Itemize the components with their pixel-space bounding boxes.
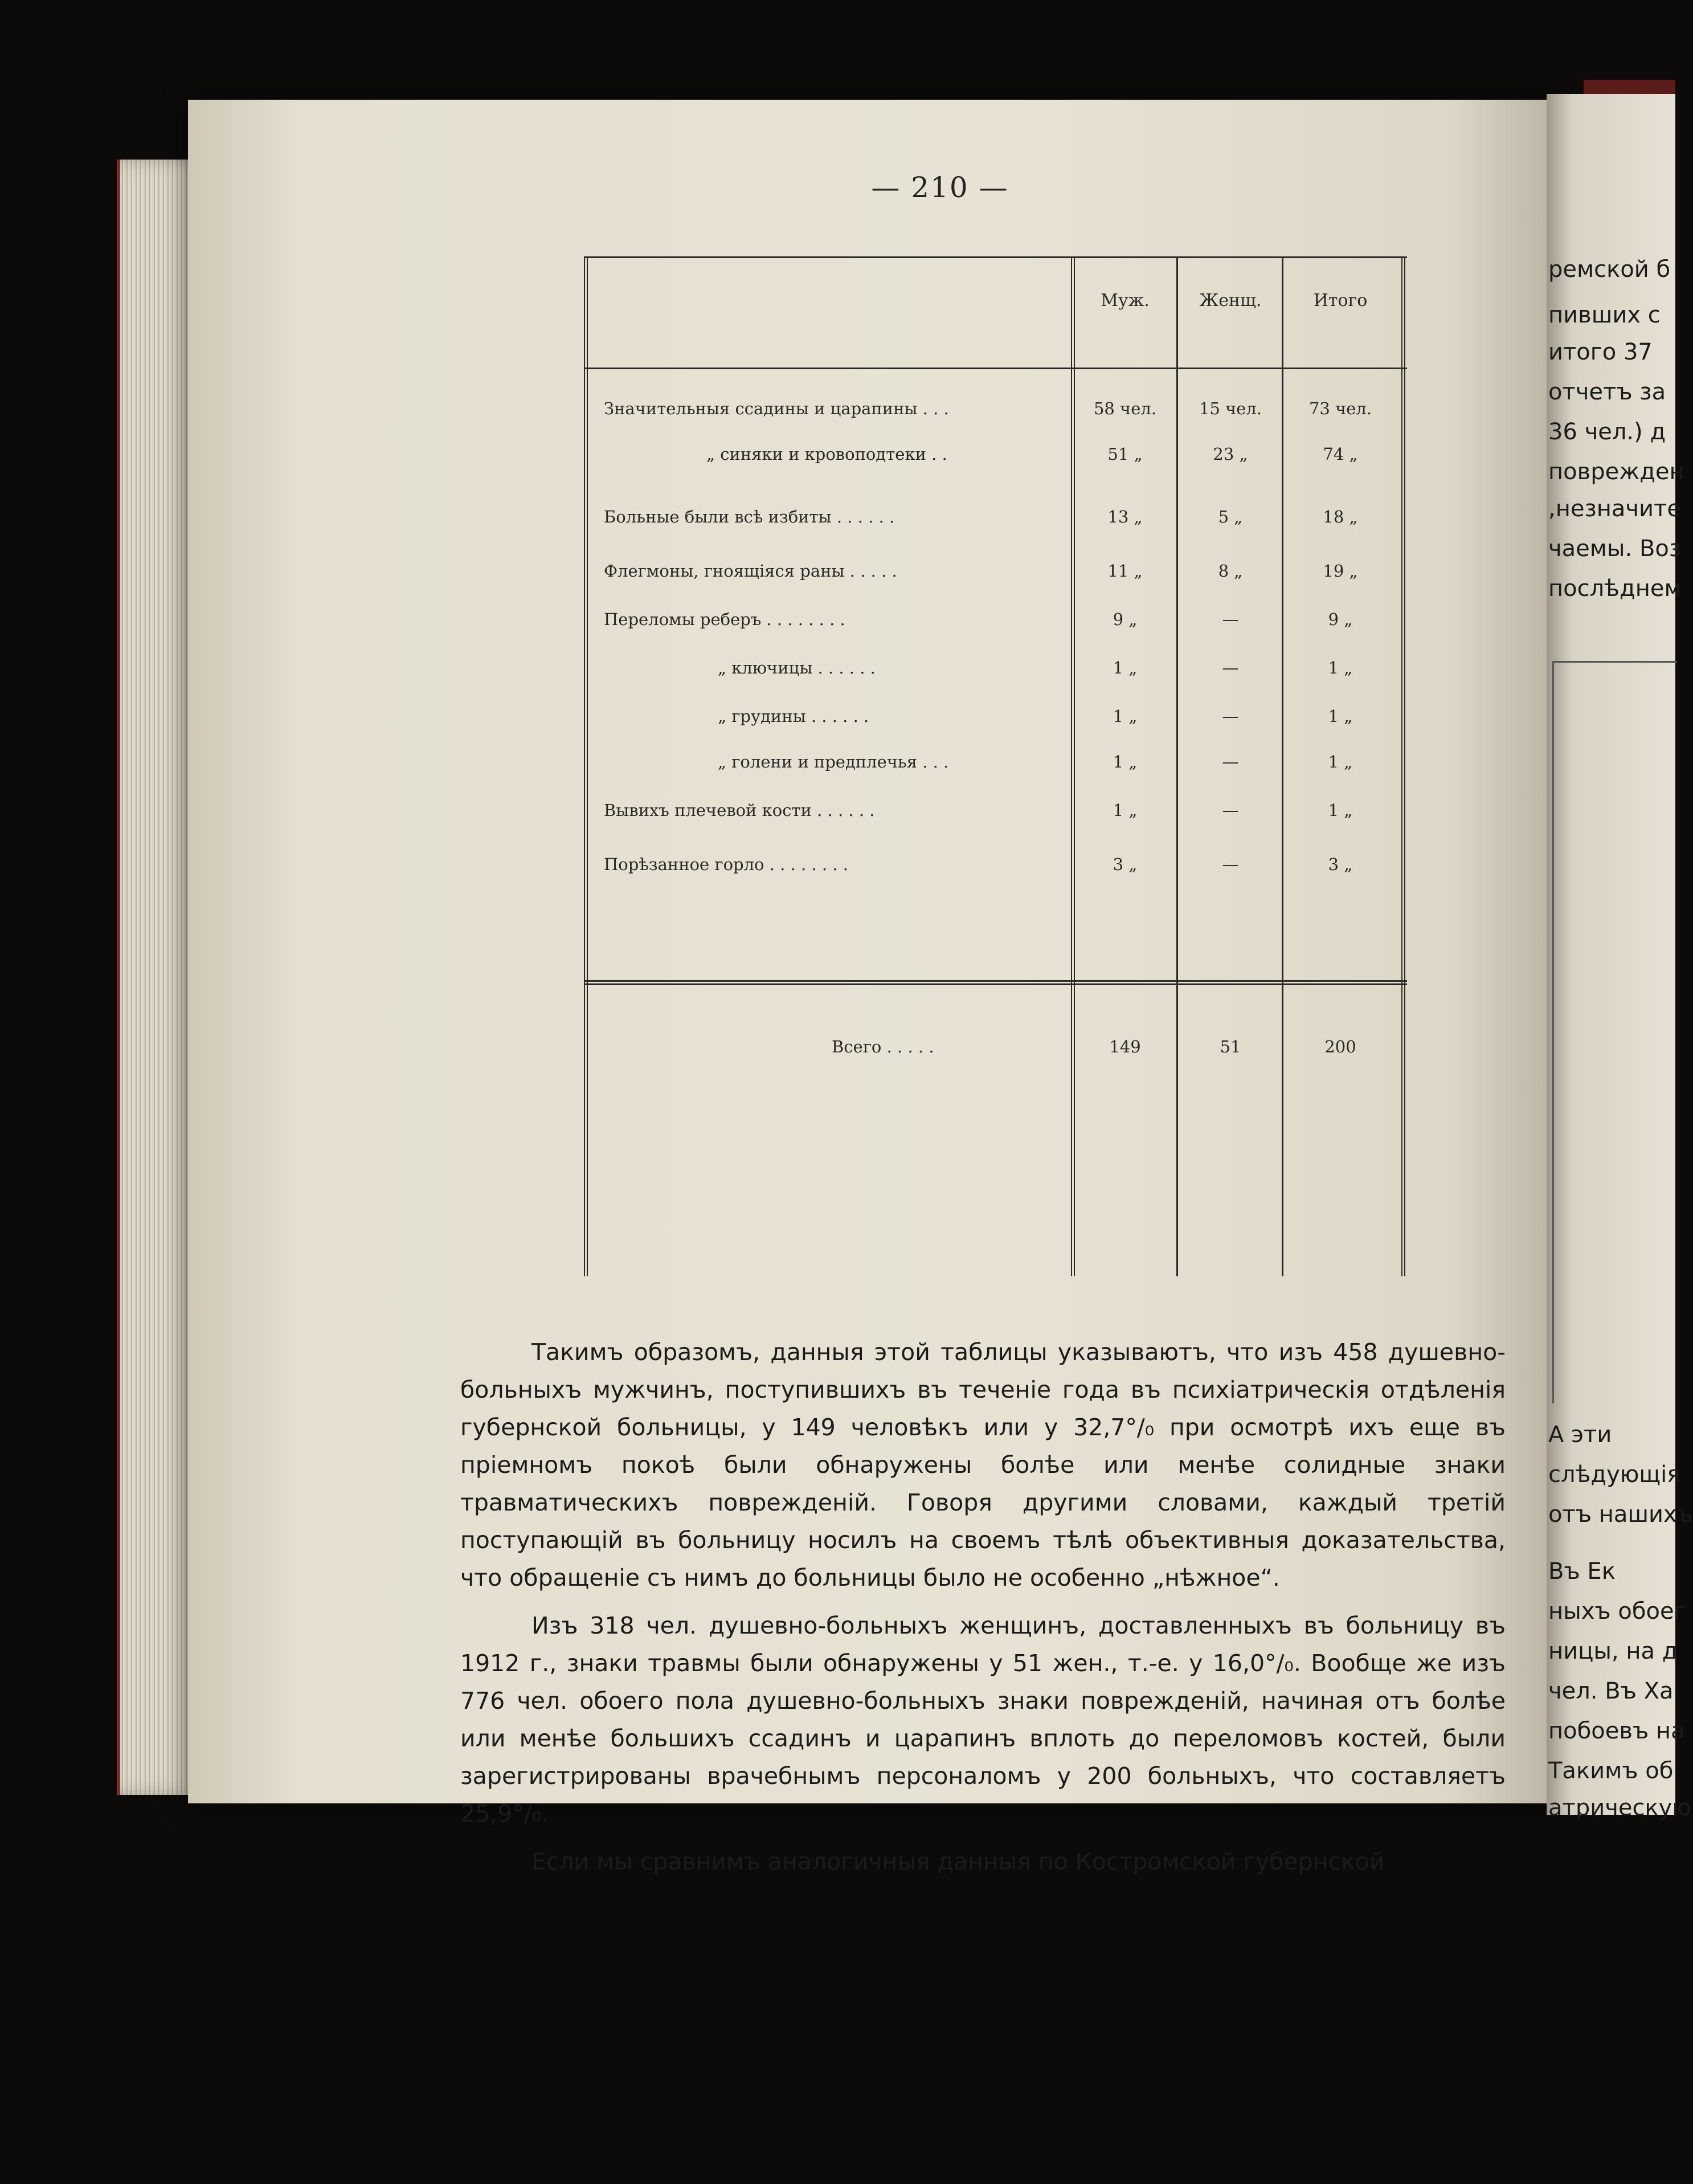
cell-women: —	[1222, 855, 1239, 874]
total-label: Всего . . . . .	[832, 1037, 934, 1056]
total-rule	[584, 980, 1407, 985]
cell-men: 1 „	[1113, 752, 1138, 771]
right-page-line: побоевъ на	[1548, 1718, 1685, 1744]
cell-women: —	[1222, 801, 1239, 820]
cell-total: 74 „	[1323, 444, 1358, 464]
cell-total: 18 „	[1323, 507, 1358, 526]
right-page-line: А эти	[1548, 1422, 1612, 1448]
row-label: Вывихъ плечевой кости . . . . . .	[604, 801, 875, 820]
cell-total: 1 „	[1328, 801, 1353, 820]
cell-women: —	[1222, 610, 1239, 629]
cell-women: 15 чел.	[1199, 399, 1262, 418]
cell-total: 73 чел.	[1308, 399, 1372, 418]
header-men: Муж.	[1101, 291, 1150, 311]
cell-women: 5 „	[1218, 507, 1243, 526]
page-number: — 210 —	[871, 171, 1009, 204]
cell-women: 8 „	[1218, 561, 1243, 581]
right-page-line: чел. Въ Ха	[1548, 1678, 1674, 1704]
total-women: 51	[1220, 1037, 1241, 1056]
row-label: „ голени и предплечья . . .	[718, 752, 949, 771]
cell-men: 11 „	[1107, 561, 1143, 581]
table-total-row	[584, 1037, 1407, 1066]
cell-men: 1 „	[1113, 801, 1138, 820]
row-label: Переломы реберъ . . . . . . . .	[604, 610, 845, 629]
cell-women: —	[1222, 658, 1239, 677]
cell-total: 1 „	[1328, 658, 1353, 677]
cell-men: 58 чел.	[1093, 399, 1157, 418]
table-row	[584, 707, 1407, 735]
trauma-table	[584, 256, 1407, 1276]
paragraph: Изъ 318 чел. душевно-больныхъ женщинъ, доставленныхъ въ больницу въ 1912 г., знаки травмы были обнаружены у 51 жен., т.-е. у 16,0°/₀. Вообще же изъ 776 чел. обоего пола душевно-больныхъ знаки поврежденій, начиная отъ болѣе или менѣе большихъ ссадинъ и царапинъ вплоть до переломовъ костей, были зарегистрированы врачебнымъ персоналомъ у 200 больныхъ, что составляетъ 25,9°/₀.	[460, 1612, 1506, 1827]
right-page-line: Въ Ек	[1548, 1558, 1616, 1585]
right-page-table-fragment	[1552, 661, 1677, 1403]
row-label: „ ключицы . . . . . .	[718, 658, 876, 677]
row-label: Порѣзанное горло . . . . . . . .	[604, 855, 848, 874]
row-label: Больные были всѣ избиты . . . . . .	[604, 507, 895, 526]
cell-total: 1 „	[1328, 707, 1353, 726]
right-page-line: слѣдующія	[1548, 1462, 1681, 1488]
cell-total: 1 „	[1328, 752, 1353, 771]
paragraph: Такимъ образомъ, данныя этой таблицы указываютъ, что изъ 458 душевно-больныхъ мужчинъ, поступившихъ въ теченіе года въ психіатрическія отдѣленія губернской больницы, у 149 человѣкъ или у 32,7°/₀ при осмотрѣ ихъ еще въ пріемномъ покоѣ были обнаружены болѣе или менѣе солидные знаки травматическихъ поврежденій. Говоря другими словами, каждый третій поступающій въ больницу носилъ на своемъ тѣлѣ объективныя доказательства, что обращеніе съ нимъ до больницы было не особенно „нѣжное“.	[460, 1338, 1506, 1591]
right-page-line: атрическую	[1548, 1795, 1691, 1821]
right-page-line: ремской б	[1548, 256, 1671, 283]
right-page-line: послѣднем	[1548, 575, 1682, 602]
cell-men: 9 „	[1113, 610, 1138, 629]
right-page-line: поврежден	[1548, 459, 1684, 485]
row-label: Флегмоны, гноящіяся раны . . . . .	[604, 561, 897, 581]
paragraph: Если мы сравнимъ аналогичныя данныя по Костромской губернской	[531, 1848, 1385, 1875]
header-women: Женщ.	[1199, 291, 1262, 311]
table-row	[584, 507, 1407, 536]
table-row	[584, 610, 1407, 638]
table-row	[584, 855, 1407, 883]
right-page-line: отчетъ за	[1548, 379, 1666, 405]
header-rule	[584, 368, 1407, 369]
table-row	[584, 752, 1407, 781]
row-label: Значительныя ссадины и царапины . . .	[604, 399, 949, 418]
right-page-line: ныхъ обоег	[1548, 1598, 1686, 1624]
cell-men: 1 „	[1113, 707, 1138, 726]
body-text	[460, 1333, 1506, 1891]
cell-men: 51 „	[1107, 444, 1143, 464]
cell-men: 3 „	[1113, 855, 1138, 874]
right-page-line: чаемы. Воз	[1548, 536, 1682, 562]
table-row	[584, 444, 1407, 473]
cell-total: 9 „	[1328, 610, 1353, 629]
cell-total: 3 „	[1328, 855, 1353, 874]
cell-men: 1 „	[1113, 658, 1138, 677]
table-row	[584, 658, 1407, 687]
cell-men: 13 „	[1107, 507, 1143, 526]
header-total: Итого	[1313, 291, 1368, 311]
table-row	[584, 801, 1407, 829]
cell-women: —	[1222, 707, 1239, 726]
right-page-line: отъ нашихъ	[1548, 1501, 1693, 1528]
table-row	[584, 399, 1407, 427]
table-top-rule	[584, 256, 1407, 258]
table-row	[584, 561, 1407, 590]
right-page-line: ,незначите	[1548, 496, 1681, 522]
row-label: „ синяки и кровоподтеки . .	[706, 444, 947, 464]
total-all: 200	[1324, 1037, 1356, 1056]
cell-women: —	[1222, 752, 1239, 771]
right-page-line: ницы, на д	[1548, 1638, 1678, 1664]
cell-total: 19 „	[1323, 561, 1358, 581]
right-page-line: Такимъ об	[1548, 1758, 1674, 1784]
right-page-line: итого 37	[1548, 339, 1653, 365]
right-page-line: 36 чел.) д	[1548, 419, 1666, 445]
right-page-line: пивших с	[1548, 302, 1661, 328]
row-label: „ грудины . . . . . .	[718, 707, 869, 726]
total-men: 149	[1109, 1037, 1141, 1056]
cell-women: 23 „	[1213, 444, 1248, 464]
